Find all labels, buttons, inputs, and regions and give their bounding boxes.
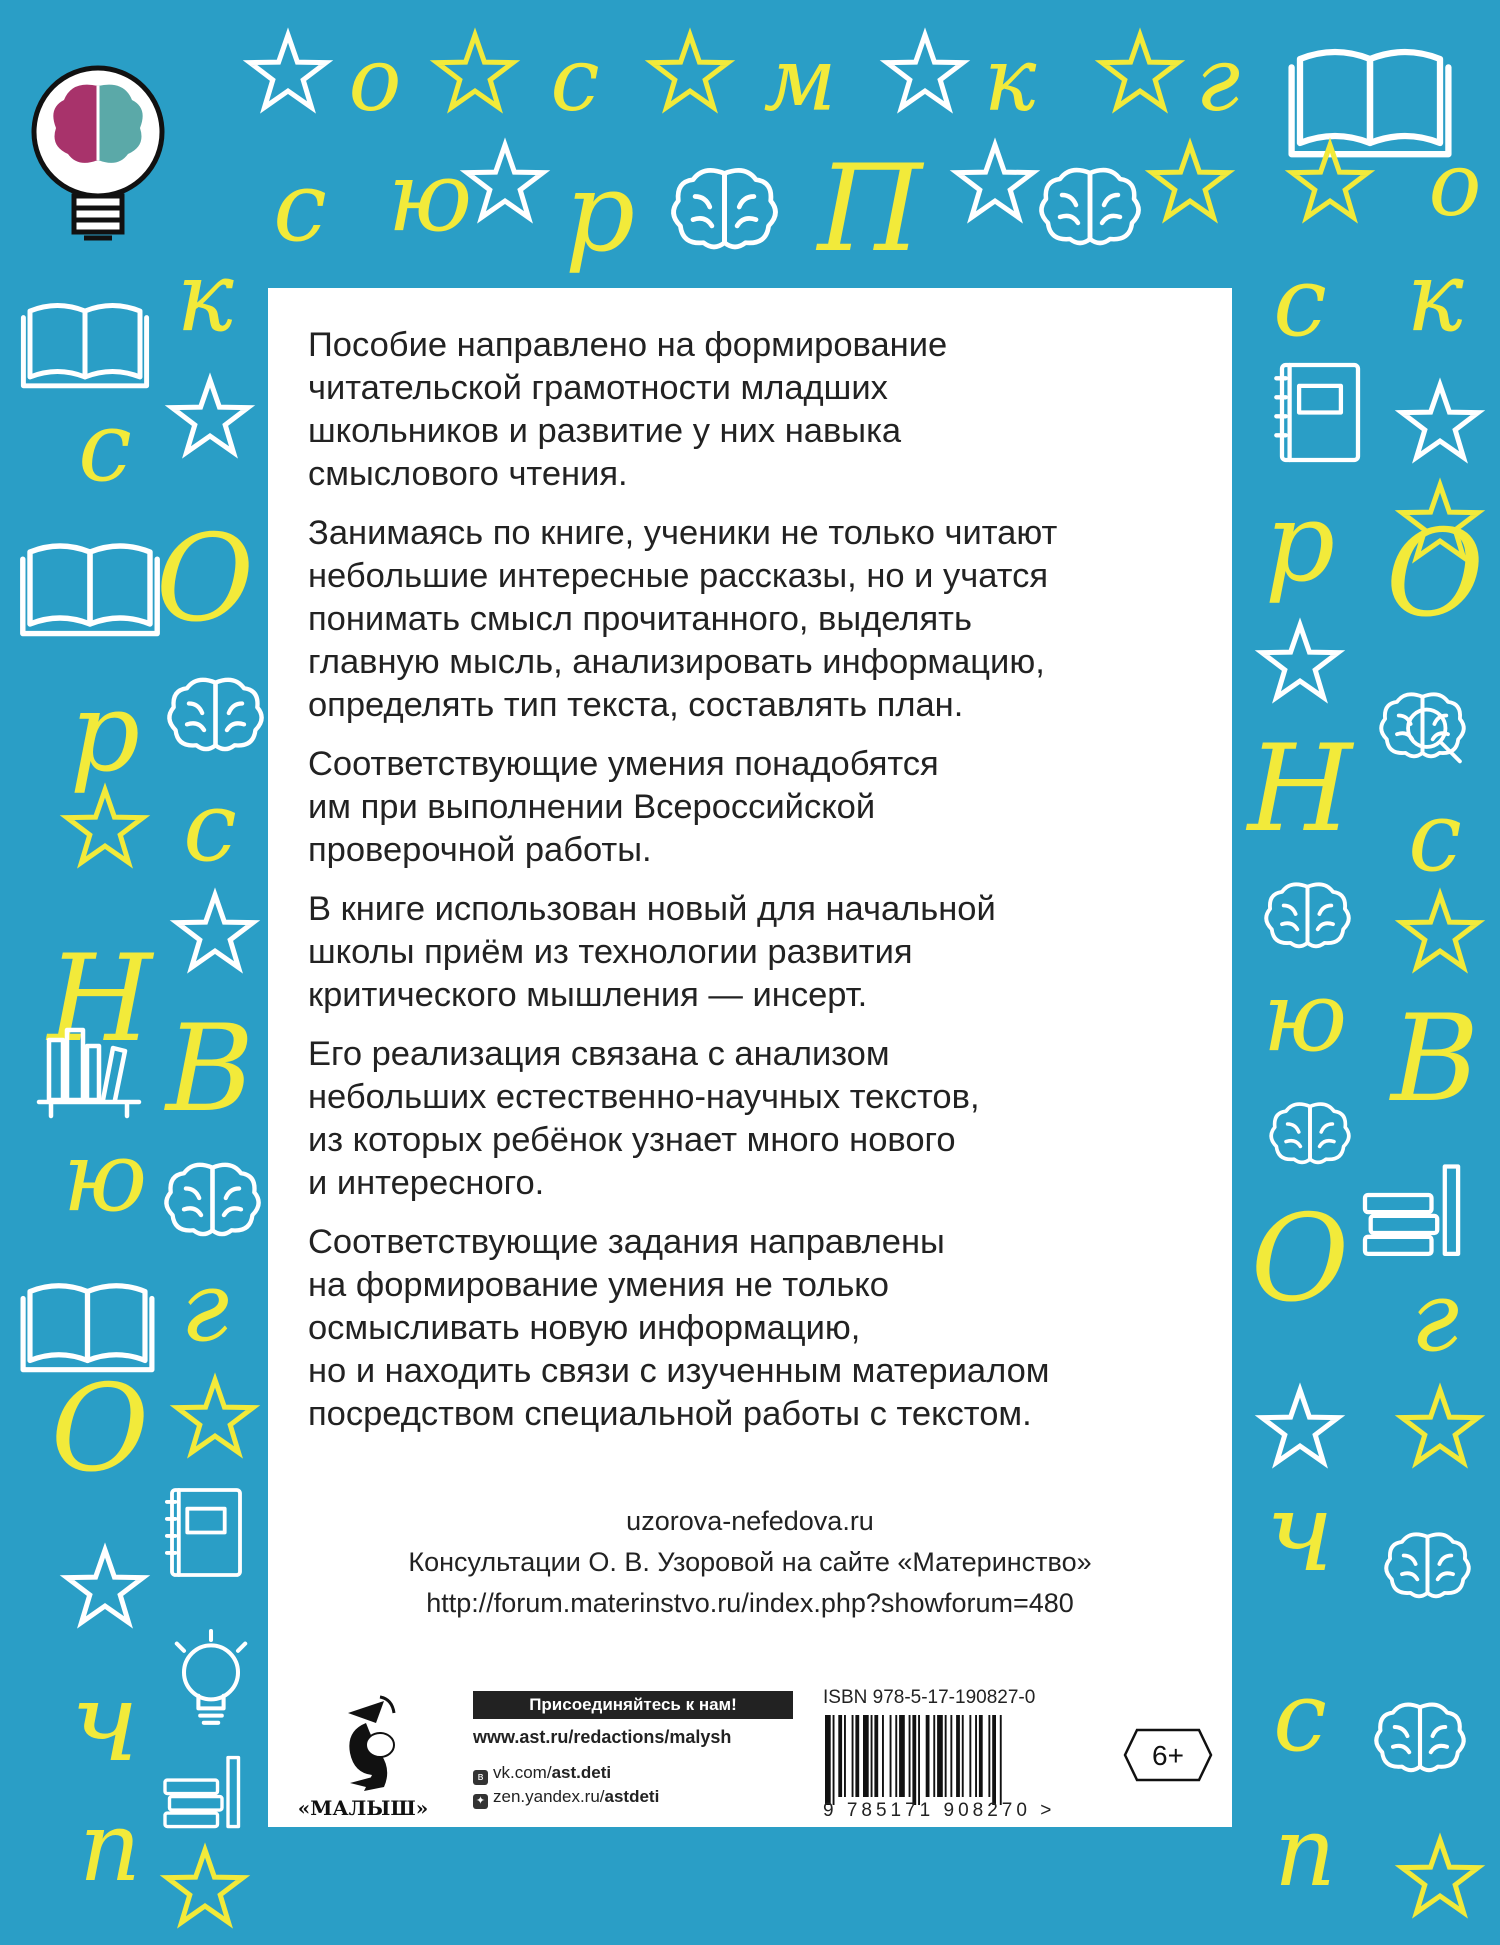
star-icon (1152, 145, 1228, 217)
barcode-bar (890, 1715, 892, 1797)
cursive-letter: р (564, 148, 636, 276)
vk-link[interactable]: в vk.com/ast.deti (473, 1763, 611, 1785)
barcode-bar (969, 1715, 971, 1797)
cursive-letter: с (273, 151, 327, 263)
cursive-letter: Н (47, 930, 153, 1069)
star-icon (1262, 1390, 1338, 1462)
notebook-icon (167, 1490, 240, 1575)
barcode-bar (945, 1715, 947, 1797)
cursive-letter: ю (1262, 961, 1348, 1073)
cursive-letter: р (69, 668, 141, 796)
barcode-bar (899, 1715, 905, 1797)
star-icon (1102, 35, 1178, 107)
star-icon (1402, 1390, 1478, 1462)
cursive-letter: к (983, 28, 1037, 131)
barcode-bar (912, 1715, 916, 1805)
star-icon (250, 35, 326, 107)
star-icon (1402, 385, 1478, 457)
barcode-bar (855, 1715, 859, 1797)
star-icon (887, 35, 963, 107)
stacked-books-icon (1365, 1167, 1458, 1254)
cursive-letter: Н (1247, 720, 1353, 859)
brain-icon (1386, 1534, 1469, 1596)
star-icon (177, 895, 253, 967)
description-paragraph-1: Пособие направлено на формирование читательской грамотности младших школьников и развитие у них навыка смыслового чтения. (308, 326, 948, 493)
cursive-letter: к (176, 241, 234, 353)
forum-link[interactable]: http://forum.materinstvo.ru/index.php?showforum=480 (426, 1588, 1074, 1618)
circuit-brain-icon (1041, 170, 1138, 243)
star-icon (177, 1380, 253, 1452)
isbn-text: ISBN 978-5-17-190827-0 (823, 1687, 1036, 1708)
diamond-brain-icon (166, 1165, 258, 1234)
cursive-letter: О (1250, 1190, 1350, 1329)
age-rating-badge (1123, 1728, 1213, 1782)
barcode-bar (874, 1715, 878, 1797)
cursive-letter: В (1390, 990, 1480, 1129)
open-book-icon (1292, 52, 1449, 154)
cursive-letter: П (817, 140, 923, 279)
author-links (268, 1501, 1232, 1624)
open-book-icon (23, 1286, 152, 1370)
star-icon (652, 35, 728, 107)
notebook-icon (1276, 365, 1358, 460)
cursive-letter: п (79, 1791, 141, 1903)
bulb-brain-icon (177, 1631, 245, 1723)
code-brain-icon (1376, 1705, 1463, 1771)
description-paragraph-6: Соответствующие задания направлены на формирование умения не только осмысливать новую информацию, но и находить связи с изученным материалом посредством специальной работы с текстом. (308, 1223, 1050, 1433)
description-paragraph-2: Занимаясь по книге, ученики не только читают небольшие интересные рассказы, но и учатся понимать смысл прочитанного, выделять главную мысль, анализировать информацию, определять тип текста, составлять план. (308, 514, 1058, 724)
cursive-letter: с (1273, 1661, 1327, 1773)
cursive-letter: с (183, 771, 237, 883)
cursive-letter: р (1264, 478, 1336, 606)
cursive-letter: ч (1265, 1468, 1335, 1596)
star-icon (957, 145, 1033, 217)
barcode-bar (979, 1715, 983, 1797)
cursive-letter: О (50, 1360, 150, 1499)
barcode-bar (895, 1715, 897, 1797)
cursive-letter: г (180, 1251, 230, 1363)
barcode-bar (844, 1715, 846, 1797)
star-icon (1402, 895, 1478, 967)
open-book-icon (23, 546, 157, 634)
barcode-bar (918, 1715, 920, 1805)
barcode-bar (926, 1715, 930, 1797)
consultation-note: Консультации О. В. Узоровой на сайте «Материнство» (408, 1547, 1092, 1577)
barcode-bar (962, 1715, 964, 1797)
zen-icon: ✦ (473, 1794, 488, 1809)
barcode-bar (825, 1715, 831, 1805)
brain-icon (169, 680, 261, 749)
cursive-letter: г (1410, 1261, 1460, 1373)
description-paragraph-3: Соответствующие умения понадобятся им при выполнении Всероссийской проверочной работы. (308, 745, 939, 869)
cursive-letter: В (165, 1000, 255, 1139)
age-rating-text: 6+ (1152, 1740, 1184, 1771)
star-icon (172, 380, 248, 452)
description-paragraph-4: В книге использован новый для начальной школы приём из технологии развития критического мышления — инсерт. (308, 890, 996, 1014)
author-site-link[interactable]: uzorova-nefedova.ru (626, 1506, 874, 1536)
cursive-letter: ю (387, 141, 473, 253)
star-icon (1402, 1840, 1478, 1912)
cursive-letter: О (155, 510, 255, 649)
cursive-letter: о (348, 28, 402, 131)
zen-link[interactable]: ✦ zen.yandex.ru/astdeti (473, 1787, 659, 1809)
cursive-letter: О (1385, 505, 1485, 644)
barcode-bar (950, 1715, 952, 1797)
star-icon (1262, 625, 1338, 697)
barcode-bar (956, 1715, 960, 1797)
barcode-bar (863, 1715, 869, 1797)
publisher-site-link[interactable]: www.ast.ru/redactions/malysh (473, 1727, 732, 1747)
cursive-letter: к (1406, 241, 1464, 353)
barcode-bar (933, 1715, 935, 1797)
cursive-letter: п (1274, 1796, 1336, 1908)
barcode (823, 1715, 1073, 1805)
cursive-letter: ю (62, 1121, 148, 1233)
publisher-logo (288, 1683, 438, 1823)
barcode-bar (838, 1715, 842, 1797)
barcode-bar (975, 1715, 977, 1797)
brain-bulb-logo (34, 68, 162, 238)
barcode-bar (882, 1715, 884, 1797)
cursive-letter: ч (70, 1658, 140, 1786)
stacked-books-icon (165, 1758, 239, 1827)
star-icon (437, 35, 513, 107)
publisher-block (268, 1683, 1232, 1823)
vk-icon: в (473, 1770, 488, 1785)
cursive-letter: с (1273, 246, 1327, 358)
barcode-bar (909, 1715, 911, 1797)
publisher-logo-text: «МАЛЫШ» (297, 1796, 429, 1820)
barcode-bar (852, 1715, 854, 1797)
barcode-bar (871, 1715, 873, 1797)
idea-book-icon (23, 306, 146, 386)
cursive-letter: м (763, 28, 837, 131)
description-paragraph-5: Его реализация связана с анализом небольших естественно-научных текстов, из которых ребёнок узнает много нового и интересного. (308, 1035, 980, 1202)
barcode-bar (1000, 1715, 1002, 1805)
description-panel (268, 288, 1232, 1827)
star-icon (67, 1550, 143, 1622)
barcode-bar (937, 1715, 943, 1797)
barcode-bar (833, 1715, 835, 1805)
cursive-letter: с (78, 391, 132, 503)
search-brain-icon (1381, 694, 1464, 761)
star-icon (67, 790, 143, 862)
cursive-letter: о (1428, 133, 1482, 236)
star-icon (467, 145, 543, 217)
cursive-letter: с (1408, 781, 1462, 893)
barcode-bar (992, 1715, 996, 1805)
star-icon (167, 1850, 243, 1922)
barcode-number: 9 785171 908270 > (823, 1800, 1056, 1821)
storm-brain-icon (1271, 1104, 1349, 1162)
join-us-label: Присоединяйтесь к нам! (473, 1691, 793, 1719)
cursive-letter: г (1195, 28, 1241, 131)
barcode-bar (988, 1715, 990, 1797)
network-brain-icon (1266, 884, 1349, 946)
brain-idea-icon (674, 170, 776, 247)
cursive-letter: с (550, 28, 600, 131)
